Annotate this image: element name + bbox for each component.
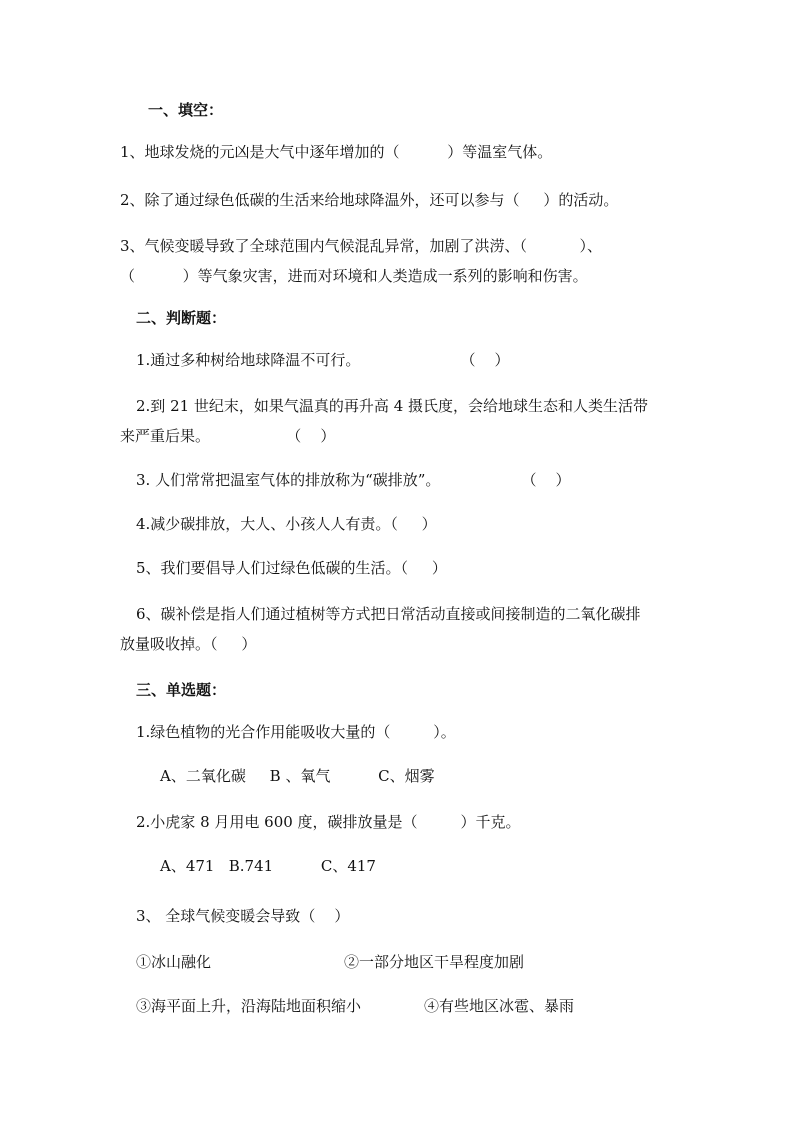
fill-question-3-line-1: 3、气候变暖导致了全球范围内气候混乱异常，加剧了洪涝、（ ）、 [120,237,602,255]
judge-question-4: 4.减少碳排放，大人、小孩人人有责。（ ） [136,515,437,533]
choice-question-3-option-1: ①冰山融化 [136,953,212,971]
section1-heading: 一、填空： [148,101,224,119]
judge-question-6-line-1: 6、碳补偿是指人们通过植树等方式把日常活动直接或间接制造的二氧化碳排 [136,605,641,623]
choice-question-2: 2.小虎家 8 月用电 600 度，碳排放量是（ ）千克。 [136,813,521,831]
choice-question-2-options: A、471 B.741 C、417 [160,857,376,875]
judge-question-1: 1.通过多种树给地球降温不可行。 （ ） [136,351,510,369]
section2-heading: 二、判断题： [136,309,227,327]
choice-question-3-option-4: ④有些地区冰雹、暴雨 [424,997,575,1015]
choice-question-1-options: A、二氧化碳 B 、氧气 C、烟雾 [160,767,435,785]
choice-question-3-option-2: ②一部分地区干旱程度加剧 [344,953,525,971]
section3-heading: 三、单选题： [136,681,227,699]
choice-question-3-option-3: ③海平面上升，沿海陆地面积缩小 [136,997,362,1015]
fill-question-1: 1、地球发烧的元凶是大气中逐年增加的（ ）等温室气体。 [120,143,553,161]
judge-question-5: 5、我们要倡导人们过绿色低碳的生活。（ ） [136,559,447,577]
judge-question-2-line-1: 2.到 21 世纪末，如果气温真的再升高 4 摄氏度，会给地球生态和人类生活带 [136,397,649,415]
judge-question-3: 3. 人们常常把温室气体的排放称为“碳排放”。 （ ） [136,471,571,489]
judge-question-2-line-2: 来严重后果。 （ ） [120,427,336,445]
choice-question-3: 3、 全球气候变暖会导致（ ） [136,907,350,925]
fill-question-3-line-2: （ ）等气象灾害，进而对环境和人类造成一系列的影响和伤害。 [120,267,588,285]
fill-question-2: 2、除了通过绿色低碳的生活来给地球降温外，还可以参与（ ）的活动。 [120,191,619,209]
choice-question-1: 1.绿色植物的光合作用能吸收大量的（ ）。 [136,723,456,741]
judge-question-6-line-2: 放量吸收掉。（ ） [120,635,257,653]
